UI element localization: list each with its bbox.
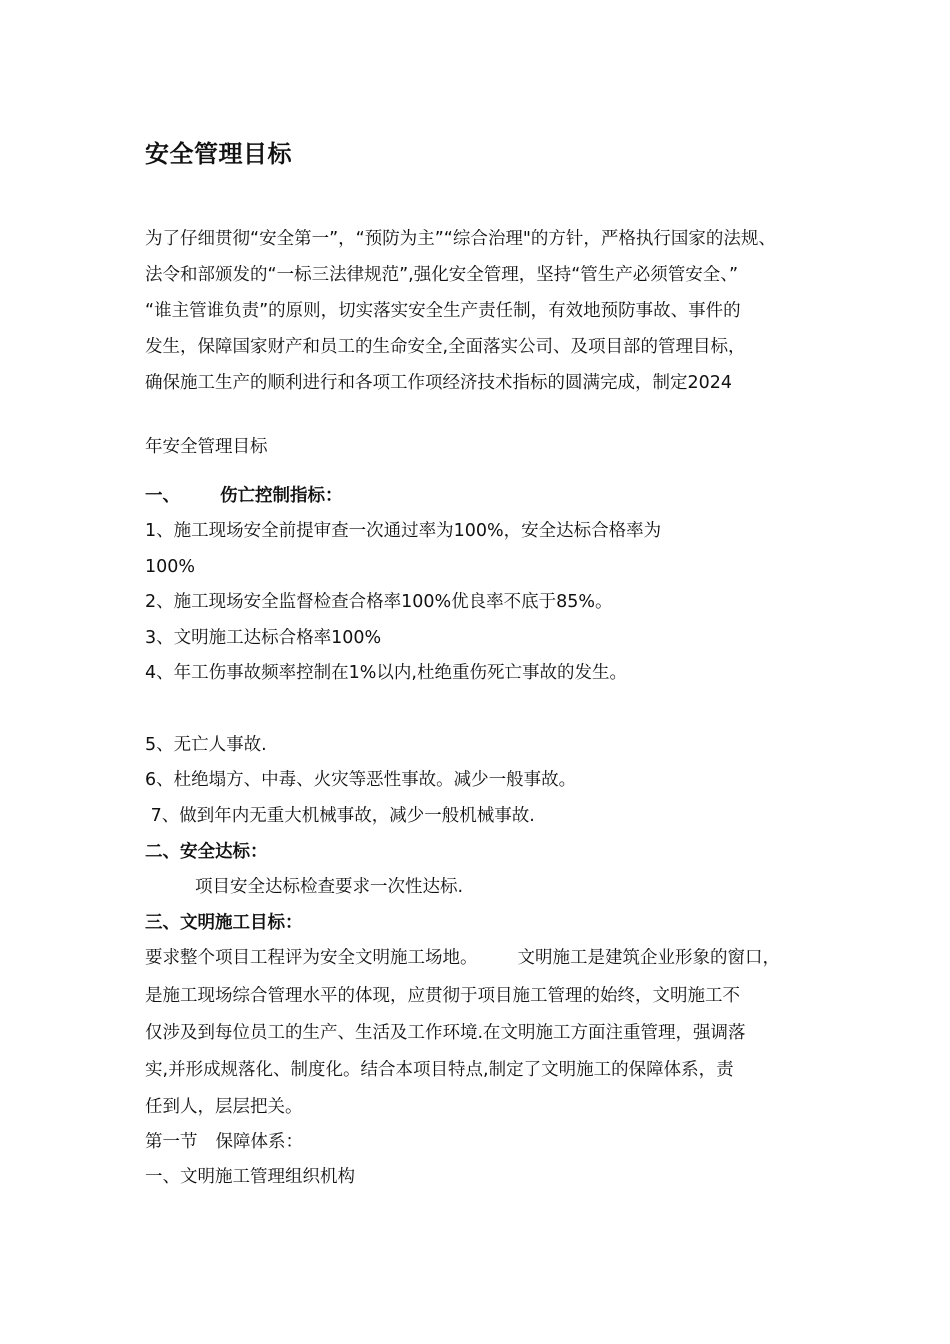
intro-line: 确保施工生产的顺利进行和各项工作项经济技术指标的圆满完成，制定2024 xyxy=(145,373,733,393)
section-2-body: 项目安全达标检查要求一次性达标. xyxy=(195,877,464,897)
page-title: 安全管理目标 xyxy=(145,140,292,168)
list-item: 5、无亡人事故. xyxy=(145,735,267,755)
intro-paragraph xyxy=(145,221,845,401)
list-item: 7、做到年内无重大机械事故，减少一般机械事故. xyxy=(145,806,535,826)
section-1-title: 伤亡控制指标： xyxy=(220,486,343,506)
section-3-line-part: 文明施工是建筑企业形象的窗口， xyxy=(517,948,780,968)
section-4-heading-b: 保障体系： xyxy=(215,1132,303,1152)
intro-continuation: 年安全管理目标 xyxy=(145,437,268,457)
intro-line: “谁主管谁负责”的原则，切实落实安全生产责任制，有效地预防事故、事件的 xyxy=(145,301,741,321)
section-4-sub: 一、文明施工管理组织机构 xyxy=(145,1167,355,1187)
section-4-heading-a: 第一节 xyxy=(145,1132,198,1152)
section-3-line: 是施工现场综合管理水平的体现，应贯彻于项目施工管理的始终，文明施工不 xyxy=(145,986,740,1006)
list-item: 1、施工现场安全前提审查一次通过率为100%，安全达标合格率为 xyxy=(145,521,662,541)
section-3-line xyxy=(145,946,780,970)
section-1-heading xyxy=(145,484,343,508)
list-item: 2、施工现场安全监督检查合格率100%优良率不底于85%。 xyxy=(145,592,613,612)
section-3-line-part: 要求整个项目工程评为安全文明施工场地。 xyxy=(145,948,478,968)
section-3-line: 仅涉及到每位员工的生产、生活及工作环境.在文明施工方面注重管理，强调落 xyxy=(145,1023,746,1043)
section-3-line: 任到人，层层把关。 xyxy=(145,1097,303,1117)
section-3-heading: 三、文明施工目标： xyxy=(145,913,303,933)
intro-line: 为了仔细贯彻“安全第一”，“预防为主”“综合治理"的方针，严格执行国家的法规、 xyxy=(145,229,776,249)
section-4-heading xyxy=(145,1130,303,1154)
intro-line: 发生，保障国家财产和员工的生命安全,全面落实公司、及项目部的管理目标， xyxy=(145,337,746,357)
list-item: 4、年工伤事故频率控制在1%以内,杜绝重伤死亡事故的发生。 xyxy=(145,663,627,683)
list-item: 3、文明施工达标合格率100% xyxy=(145,628,382,648)
section-3-line: 实,并形成规落化、制度化。结合本项目特点,制定了文明施工的保障体系，责 xyxy=(145,1060,734,1080)
section-2-heading: 二、安全达标： xyxy=(145,842,268,862)
list-item: 6、杜绝塌方、中毒、火灾等恶性事故。减少一般事故。 xyxy=(145,770,577,790)
intro-line: 法令和部颁发的“一标三法律规范”,强化安全管理，坚持“管生产必须管安全、” xyxy=(145,265,739,285)
list-item: 100% xyxy=(145,557,196,577)
section-1-number: 一、 xyxy=(145,486,180,506)
